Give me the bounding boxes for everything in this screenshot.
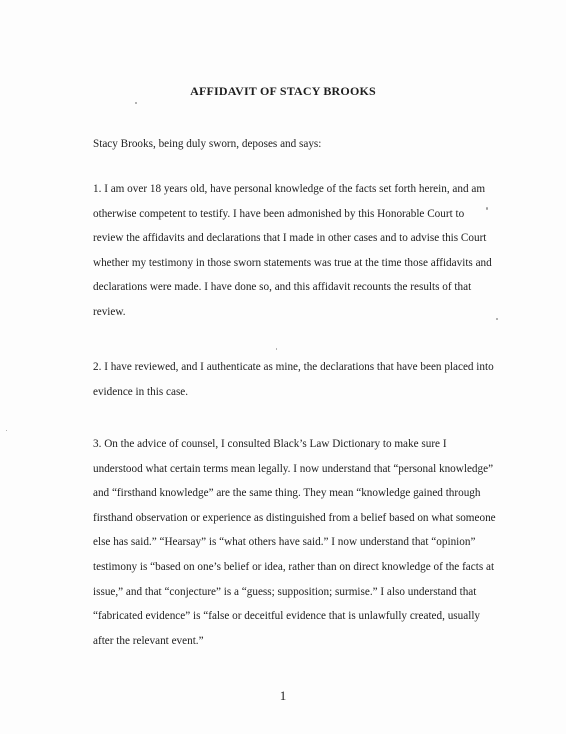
paragraph-3-line: “fabricated evidence” is “false or deceitful evidence that is unlawfully created, usually	[93, 610, 481, 623]
page-number: 1	[279, 688, 287, 703]
intro-statement: Stacy Brooks, being duly sworn, deposes and says:	[93, 138, 322, 150]
paragraph-2-line: 2. I have reviewed, and I authenticate as mine, the declarations that have been placed into	[93, 361, 494, 373]
scan-speck	[6, 430, 7, 431]
paragraph-1	[93, 177, 492, 325]
paragraph-3-line: understood what certain terms mean legally. I now understand that “personal knowledge”	[93, 462, 494, 475]
paragraph-3-line: 3. On the advice of counsel, I consulted Black’s Law Dictionary to make sure I	[93, 438, 447, 450]
paragraph-1-line: whether my testimony in those sworn statements was true at the time those affidavits and	[93, 256, 492, 269]
paragraph-1-line: 1. I am over 18 years old, have personal knowledge of the facts set forth herein, and am	[93, 183, 486, 195]
paragraph-1-line: review the affidavits and declarations that I made in other cases and to advise this Court	[93, 232, 487, 245]
paragraph-1-line: review.	[93, 305, 126, 318]
paragraph-3-line: testimony is “based on one’s belief or idea, rather than on direct knowledge of the facts at	[93, 560, 495, 573]
scan-speck	[486, 207, 488, 210]
paragraph-2	[93, 355, 494, 404]
paragraph-3-line: else has said.” “Hearsay” is “what others have said.” I now understand that “opinion”	[93, 536, 476, 549]
paragraph-3-line: firsthand observation or experience as distinguished from a belief based on what someone	[93, 511, 496, 524]
paragraph-3-line: issue,” and that “conjecture” is a “guess; supposition; surmise.” I also understand that	[93, 585, 477, 598]
document-title: AFFIDAVIT OF STACY BROOKS	[190, 84, 376, 98]
paragraph-3	[93, 432, 496, 653]
paragraph-1-line: otherwise competent to testify. I have been admonished by this Honorable Court to	[93, 207, 465, 220]
scan-speck	[276, 348, 277, 350]
scan-speck	[135, 102, 137, 104]
paragraph-2-line: evidence in this case.	[93, 385, 189, 398]
paragraph-3-line: after the relevant event.”	[93, 634, 204, 647]
paragraph-3-line: and “firsthand knowledge” are the same thing. They mean “knowledge gained through	[93, 487, 481, 500]
scan-speck	[496, 318, 498, 320]
paragraph-1-line: declarations were made. I have done so, and this affidavit recounts the results of that	[93, 281, 472, 294]
